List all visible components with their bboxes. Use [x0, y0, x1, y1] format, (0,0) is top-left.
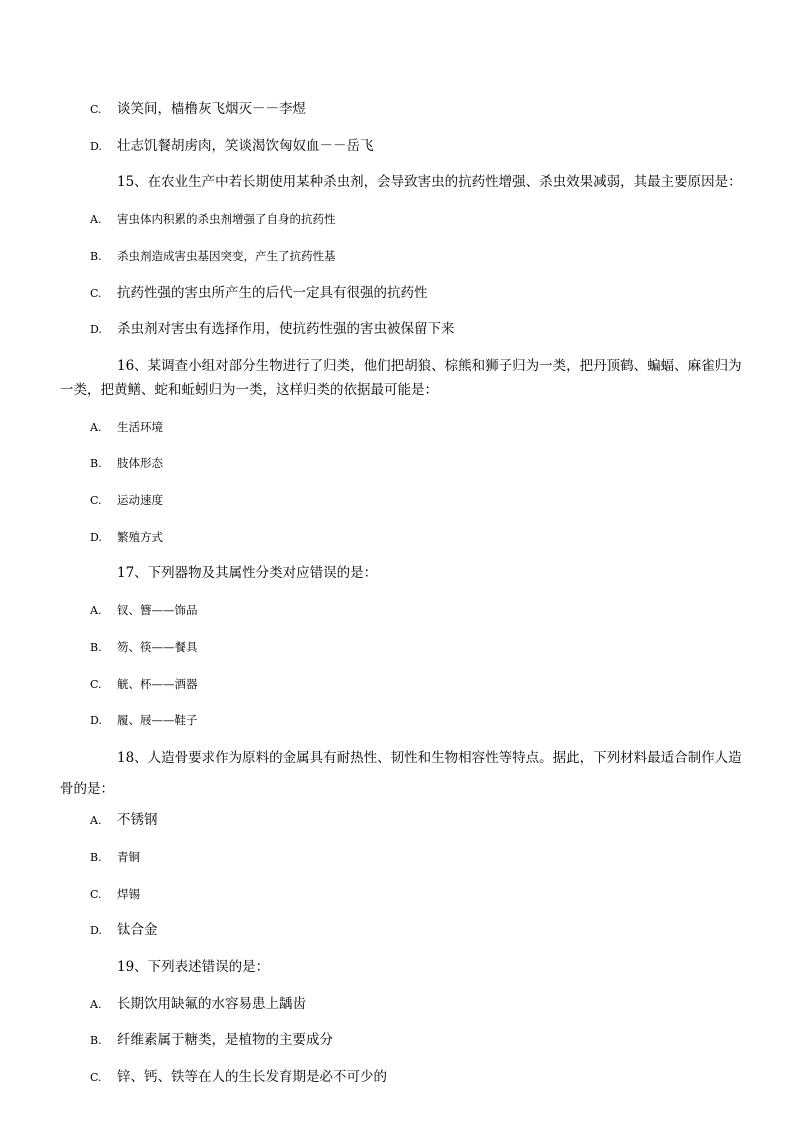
option-text: 繁殖方式	[117, 530, 163, 544]
q18-stem-line2: 骨的是：	[60, 781, 114, 797]
option-text: 长期饮用缺氟的水容易患上龋齿	[117, 996, 306, 1012]
option-text: 壮志饥餐胡虏肉，笑谈渴饮匈奴血－－岳飞	[117, 138, 374, 154]
option-text: 生活环境	[117, 420, 163, 434]
q16-option-b	[90, 454, 163, 473]
option-letter: B.	[90, 250, 102, 263]
q19-option-c	[90, 1068, 387, 1087]
q17-option-a	[90, 601, 198, 620]
q15-option-c	[90, 284, 428, 303]
option-letter: A.	[90, 604, 102, 617]
option-letter: C.	[90, 678, 102, 691]
option-letter: A.	[90, 421, 102, 434]
q19-option-b	[90, 1031, 333, 1050]
option-letter: D.	[90, 140, 102, 153]
option-text: 钗、簪——饰品	[117, 603, 198, 617]
option-letter: D.	[90, 531, 102, 544]
q18-option-b	[90, 848, 140, 867]
option-text: 运动速度	[117, 493, 163, 507]
option-letter: C.	[90, 287, 102, 300]
option-text: 杀虫剂造成害虫基因突变，产生了抗药性基	[117, 249, 336, 263]
option-letter: A.	[90, 213, 102, 226]
option-text: 纤维素属于糖类，是植物的主要成分	[117, 1032, 333, 1048]
option-text: 钛合金	[117, 922, 158, 938]
q15-option-d	[90, 320, 455, 339]
q19-option-a	[90, 995, 306, 1014]
option-text: 履、屐——鞋子	[117, 713, 198, 727]
q17-option-c	[90, 675, 198, 694]
q16-stem-line2: 一类，把黄鳝、蛇和蚯蚓归为一类，这样归类的依据最可能是：	[60, 382, 438, 398]
option-text: 觥、杯——酒器	[117, 677, 198, 691]
q16-option-a	[90, 418, 163, 437]
q17-stem: 17、下列器物及其属性分类对应错误的是：	[117, 565, 378, 581]
option-text: 抗药性强的害虫所产生的后代一定具有很强的抗药性	[117, 285, 428, 301]
q15-option-b	[90, 247, 336, 266]
option-letter: C.	[90, 888, 102, 901]
q14-option-d	[90, 137, 374, 156]
q18-option-c	[90, 885, 140, 904]
option-text: 谈笑间，樯橹灰飞烟灭－－李煜	[117, 101, 306, 117]
q15-stem: 15、在农业生产中若长期使用某种杀虫剂，会导致害虫的抗药性增强、杀虫效果减弱，其最主要原因是：	[117, 174, 742, 190]
option-text: 焊锡	[117, 887, 140, 901]
q19-stem: 19、下列表述错误的是：	[117, 959, 270, 975]
option-letter: C.	[90, 1071, 102, 1084]
option-text: 害虫体内积累的杀虫剂增强了自身的抗药性	[117, 212, 336, 226]
option-letter: B.	[90, 457, 102, 470]
option-text: 青铜	[117, 850, 140, 864]
q16-stem-line1: 16、某调查小组对部分生物进行了归类，他们把胡狼、棕熊和狮子归为一类，把丹顶鹤、蝙蝠、麻雀归为	[117, 358, 742, 374]
option-text: 笏、筷——餐具	[117, 640, 198, 654]
option-letter: A.	[90, 998, 102, 1011]
q16-option-c	[90, 491, 163, 510]
option-letter: B.	[90, 1034, 102, 1047]
option-letter: D.	[90, 323, 102, 336]
option-text: 杀虫剂对害虫有选择作用，使抗药性强的害虫被保留下来	[117, 321, 455, 337]
q18-stem-line1: 18、人造骨要求作为原料的金属具有耐热性、韧性和生物相容性等特点。据此，下列材料最适合制作人造	[117, 750, 742, 766]
option-letter: B.	[90, 641, 102, 654]
option-text: 锌、钙、铁等在人的生长发育期是必不可少的	[117, 1069, 387, 1085]
option-letter: D.	[90, 714, 102, 727]
option-text: 肢体形态	[117, 456, 163, 470]
q15-option-a	[90, 210, 336, 229]
option-letter: C.	[90, 103, 102, 116]
q17-option-b	[90, 638, 198, 657]
option-text: 不锈钢	[117, 812, 158, 828]
q18-option-a	[90, 811, 158, 830]
q16-option-d	[90, 528, 163, 547]
option-letter: C.	[90, 494, 102, 507]
option-letter: B.	[90, 851, 102, 864]
q17-option-d	[90, 711, 198, 730]
q18-option-d	[90, 921, 158, 940]
option-letter: A.	[90, 814, 102, 827]
q14-option-c	[90, 100, 306, 119]
option-letter: D.	[90, 924, 102, 937]
